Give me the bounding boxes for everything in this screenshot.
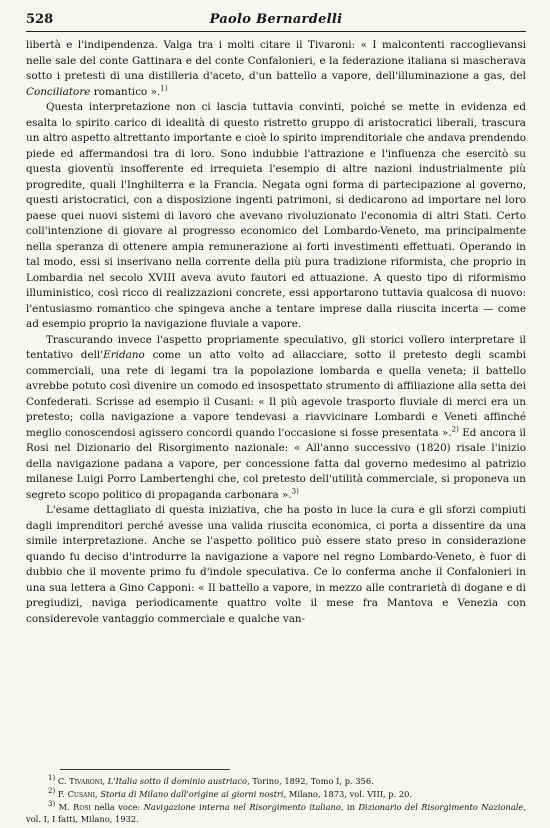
text-run: , Torino, 1892, Tomo I, p. 356. [246, 776, 374, 786]
text-run: , [95, 789, 101, 799]
footnote-marker: 3) [48, 800, 56, 809]
text-run: romantico ». [90, 85, 161, 98]
text-run: M. [55, 802, 74, 812]
footnote [26, 788, 526, 800]
page-number: 528 [26, 12, 54, 27]
header-rule [26, 31, 526, 32]
italic-text: Eridano [103, 349, 145, 361]
paragraph [26, 503, 526, 627]
text-run: F. [55, 789, 68, 799]
footnote [26, 775, 526, 787]
footnote-marker: 2) [48, 787, 56, 796]
footnote [26, 801, 526, 825]
text-run: Cusani [67, 789, 96, 799]
text-run: , vol. I, I fatti, Milano, 1932. [26, 802, 526, 824]
text-run: nella voce: [90, 802, 144, 812]
text-run: Rosi [73, 802, 91, 812]
footnotes-rule [60, 769, 230, 770]
text-run: L'esame dettagliato di questa iniziativa, che ha posto in luce la cura e gli sforzi compiuti dagli imprenditori perché avesse una valida riuscita economica, ci porta a dissentire da una simile interpretazione. Anche se l'aspetto politico può essere stato preso in considerazione quando fu deciso d'introdurre la navigazione a vapore nel regno Lombardo-Veneto, è fuor di dubbio che il movente primo fu d'indole speculativa. Ce lo conferma anche il Confalonieri in una sua lettera a Gino Capponi: « Il battello a vapore, in mezzo alle contrarietà di dogane e di pregiudizi, naviga periodicamente quattro volte il mese fra Mantova e Venezia con considerevole vantaggio commerciale e qualche van- [26, 504, 526, 625]
text-run: , [102, 776, 108, 786]
italic-text: Navigazione interna nel Risorgimento italiano [143, 802, 341, 812]
text-run: Ed ancora il Rosi nel Dizionario del Risorgimento nazionale: « All'anno successivo (1820) risale l'inizio della navigazione padana a vapore, per concessione fatta dal governo medesimo al patrizio milanese Luigi Porro Lambertenghi che, col pretesto dell'utilità commerciale, si proponeva un segreto scopo politico di propaganda carbonara ». [26, 426, 527, 501]
footnotes [26, 775, 526, 826]
paragraph [26, 38, 526, 100]
italic-text: Storia di Milano dall'origine ai giorni nostri [100, 789, 284, 799]
running-head: Paolo Bernardelli [209, 12, 343, 27]
text-run: Questa interpretazione non ci lascia tuttavia convinti, poiché se mette in evidenza ed esalta lo spirito carico di idealità di questo ristretto gruppo di aristocratici liberali, trascura un altro aspetto altrettanto importante e cioè lo spirito imprenditoriale che andava prendendo piede ed affermandosi tra di loro. Sono indubbie l'attrazione e l'influenza che esercitò su questa gioventù insofferente ed irrequieta l'esempio di altre nazioni industrialmente più progredite, quali l'Inghilterra e la Francia. Negata ogni forma di partecipazione al governo, questi aristocratici, con a disposizione ingenti patrimoni, si dedicarono ad importare nel loro paese quei nuovi sistemi di lavoro che avevano rivoluzionato l'economia di altri Stati. Certo coll'intenzione di giovare al progresso economico del Lombardo-Veneto, ma principalmente nella speranza di ottenere ampia remunerazione ai forti investimenti effettuati. Operando in tal modo, essi si inserivano nella corrente della più pura tradizione riformista, che proprio in Lombardia nel secolo XVIII aveva avuto fautori ed attuazione. A questo tipo di riformismo illuministico, così ricco di realizzazioni concrete, essi apportarono tuttavia qualcosa di nuovo: l'entusiasmo romantico che spingeva anche a tentare imprese dalla riuscita incerta — come ad esempio proprio la navigazione fluviale a vapore. [26, 101, 526, 330]
text-run: Tivaroni [69, 776, 103, 786]
text-run: Trascurando invece l'aspetto propriamente speculativo, gli storici vollero interpretare il tentativo dell' [26, 333, 526, 361]
italic-text: Conciliatore [26, 85, 91, 98]
paragraph [26, 100, 526, 333]
italic-text: L'Italia sotto il dominio austriaco [107, 776, 247, 786]
footnote-marker: 1) [160, 84, 168, 93]
page-header [26, 10, 526, 32]
text-run: C. [55, 776, 70, 786]
text-run: come un atto volto ad allacciare, sotto il pretesto degli scambi commerciali, una rete di legami tra la popolazione lombarda e quella veneta; il battello avrebbe potuto così divenire un comodo ed insospettato strumento di affiliazione alla setta dei Confederati. Scrisse ad esempio il Cusani: « Il più agevole trasporto fluviale di merci era un pretesto; colla navigazione a vapore tendevasi a riavvicinare Lombardi e Veneti affinché meglio conoscendosi agissero concordi quando l'occasione si fosse presentata ». [26, 349, 526, 439]
paragraph [26, 333, 526, 504]
italic-text: Dizionario del Risorgimento Nazionale [358, 802, 524, 812]
text-run: , in [340, 802, 359, 812]
footnote-marker: 2) [451, 425, 459, 434]
footnote-marker: 1) [48, 774, 56, 783]
footnote-marker: 3) [291, 487, 299, 496]
text-run: libertà e l'indipendenza. Valga tra i molti citare il Tivaroni: « I malcontenti raccoglievansi nelle sale del conte Gattinara e del conte Confalonieri, e la federazione italiana si mascherava sotto i pretesti di una distilleria d'aceto, d'un battello a vapore, dell'illuminazione a gas, del [26, 39, 526, 82]
body-text [26, 38, 526, 627]
text-run: , Milano, 1873, vol. VIII, p. 20. [283, 789, 413, 799]
